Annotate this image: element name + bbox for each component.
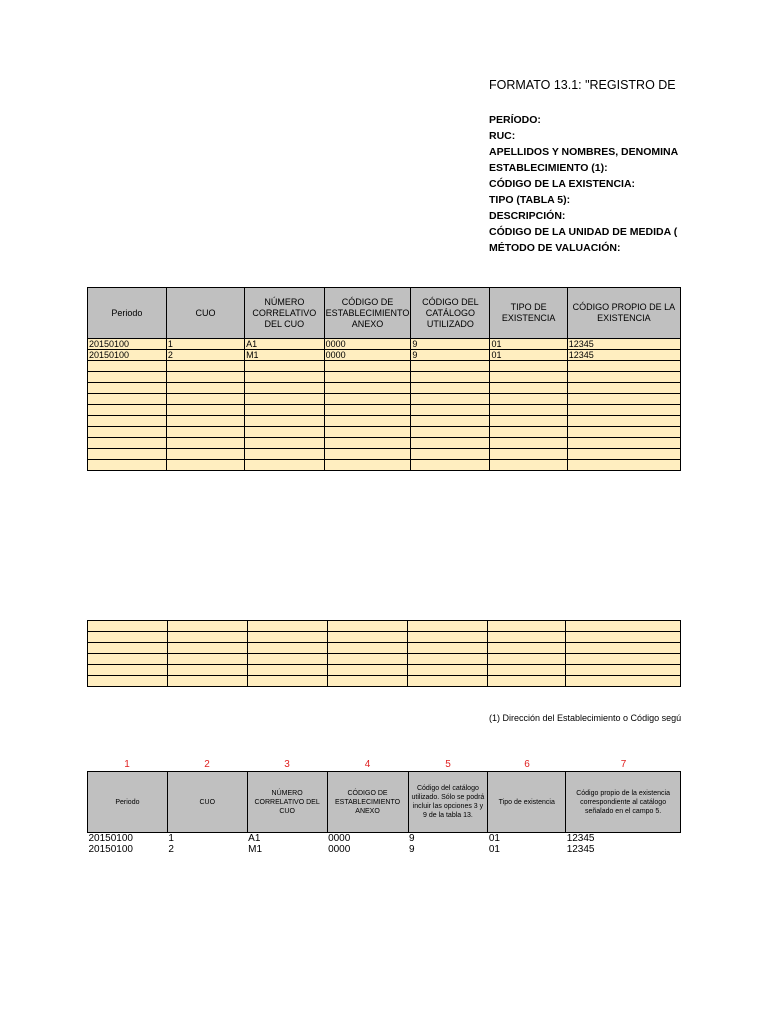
empty-row [88, 632, 681, 643]
header-field-ruc: RUC: [489, 130, 516, 142]
header-field-establishment: ESTABLECIMIENTO (1): [489, 162, 608, 174]
empty-cell[interactable] [167, 665, 247, 676]
header-field-item-code: CÓDIGO DE LA EXISTENCIA: [489, 178, 636, 190]
empty-cell[interactable] [327, 643, 408, 654]
empty-row [88, 416, 681, 427]
empty-cell[interactable] [88, 394, 167, 405]
table-cell[interactable]: 20150100 [88, 833, 133, 844]
table-cell[interactable]: 2 [166, 350, 244, 361]
empty-row [88, 676, 681, 687]
empty-cell[interactable] [567, 383, 680, 394]
empty-cell[interactable] [566, 654, 681, 665]
empty-cell[interactable] [245, 460, 325, 471]
empty-cell[interactable] [490, 438, 567, 449]
table-cell[interactable]: 9 [409, 844, 415, 855]
column-header-establishment: CÓDIGO DE ESTABLECIMIENTO ANEXO [324, 288, 411, 339]
empty-cell[interactable] [567, 460, 680, 471]
table-cell[interactable]: 9 [411, 350, 490, 361]
column-number: 7 [620, 759, 627, 770]
empty-cell[interactable] [490, 383, 567, 394]
column-header-type: TIPO DE EXISTENCIA [490, 288, 567, 339]
empty-cell[interactable] [88, 643, 168, 654]
empty-cell[interactable] [566, 676, 681, 687]
empty-cell[interactable] [490, 361, 567, 372]
empty-cell[interactable] [567, 427, 680, 438]
empty-row [88, 427, 681, 438]
column-number: 1 [124, 759, 130, 770]
empty-cell[interactable] [166, 449, 244, 460]
empty-cell[interactable] [490, 460, 567, 471]
table-cell[interactable]: 20150100 [88, 350, 167, 361]
column-header-item-code: Código propio de la existencia correspondiente al catálogo señalado en el campo 5. [566, 772, 681, 833]
empty-cell[interactable] [166, 427, 244, 438]
empty-cell[interactable] [488, 621, 566, 632]
table-cell[interactable]: 12345 [567, 339, 680, 350]
column-number: 3 [284, 759, 290, 770]
empty-cell[interactable] [566, 632, 681, 643]
empty-cell[interactable] [88, 632, 168, 643]
empty-cell[interactable] [411, 460, 490, 471]
inventory-table [87, 287, 681, 471]
empty-row [88, 361, 681, 372]
footnote: (1) Dirección del Establecimiento o Código segú [489, 713, 681, 723]
empty-cell[interactable] [88, 449, 167, 460]
empty-cell[interactable] [488, 665, 566, 676]
table-cell[interactable]: 20150100 [88, 844, 133, 855]
empty-cell[interactable] [411, 438, 490, 449]
table-cell[interactable]: 12345 [567, 350, 680, 361]
empty-cell[interactable] [488, 643, 566, 654]
empty-cell[interactable] [567, 405, 680, 416]
header-field-description: DESCRIPCIÓN: [489, 210, 566, 222]
empty-cell[interactable] [490, 394, 567, 405]
table-cell[interactable]: 01 [490, 350, 567, 361]
empty-cell[interactable] [408, 621, 488, 632]
blank-table [87, 620, 681, 687]
empty-cell[interactable] [327, 632, 408, 643]
empty-cell[interactable] [324, 383, 411, 394]
table-cell[interactable]: 01 [488, 844, 500, 855]
empty-cell[interactable] [327, 621, 408, 632]
table-cell[interactable]: 20150100 [88, 339, 167, 350]
empty-cell[interactable] [411, 405, 490, 416]
empty-cell[interactable] [245, 416, 325, 427]
empty-row [88, 460, 681, 471]
table-row [88, 350, 681, 361]
table-header-row [88, 288, 681, 339]
empty-cell[interactable] [245, 361, 325, 372]
empty-cell[interactable] [567, 449, 680, 460]
empty-cell[interactable] [324, 416, 411, 427]
empty-cell[interactable] [245, 449, 325, 460]
empty-cell[interactable] [166, 394, 244, 405]
table-cell[interactable]: 0000 [328, 844, 351, 855]
empty-cell[interactable] [167, 632, 247, 643]
empty-row [88, 383, 681, 394]
empty-cell[interactable] [566, 621, 681, 632]
empty-cell[interactable] [88, 621, 168, 632]
empty-cell[interactable] [488, 654, 566, 665]
empty-row [88, 438, 681, 449]
table-row [88, 339, 681, 350]
empty-cell[interactable] [411, 394, 490, 405]
empty-cell[interactable] [488, 676, 566, 687]
table-cell[interactable]: 0000 [328, 833, 351, 844]
empty-cell[interactable] [490, 427, 567, 438]
header-field-unit-code: CÓDIGO DE LA UNIDAD DE MEDIDA ( [489, 226, 678, 238]
empty-cell[interactable] [408, 676, 488, 687]
empty-cell[interactable] [247, 654, 327, 665]
column-header-correlative: NÚMERO CORRELATIVO DEL CUO [245, 288, 325, 339]
column-header-type: Tipo de existencia [488, 772, 566, 833]
empty-cell[interactable] [327, 665, 408, 676]
empty-cell[interactable] [408, 665, 488, 676]
empty-cell[interactable] [88, 405, 167, 416]
header-field-period: PERÍODO: [489, 114, 541, 126]
empty-cell[interactable] [88, 427, 167, 438]
column-number: 2 [204, 759, 210, 770]
empty-cell[interactable] [88, 460, 167, 471]
empty-cell[interactable] [567, 372, 680, 383]
empty-row [88, 654, 681, 665]
empty-cell[interactable] [88, 383, 167, 394]
empty-cell[interactable] [327, 676, 408, 687]
empty-cell[interactable] [324, 372, 411, 383]
empty-cell[interactable] [490, 416, 567, 427]
empty-cell[interactable] [88, 654, 168, 665]
table-cell[interactable]: 12345 [566, 844, 595, 855]
empty-cell[interactable] [166, 383, 244, 394]
empty-cell[interactable] [88, 438, 167, 449]
empty-cell[interactable] [166, 438, 244, 449]
column-header-catalog: CÓDIGO DEL CATÁLOGO UTILIZADO [411, 288, 490, 339]
empty-cell[interactable] [247, 632, 327, 643]
table-row [88, 844, 681, 855]
empty-cell[interactable] [166, 372, 244, 383]
empty-cell[interactable] [490, 372, 567, 383]
empty-cell[interactable] [245, 383, 325, 394]
empty-cell[interactable] [247, 643, 327, 654]
table-cell[interactable]: A1 [248, 833, 261, 844]
table-cell[interactable]: 9 [411, 339, 490, 350]
empty-cell[interactable] [88, 372, 167, 383]
empty-cell[interactable] [247, 665, 327, 676]
table-cell[interactable]: 2 [168, 844, 174, 855]
empty-cell[interactable] [411, 372, 490, 383]
column-header-catalog: Código del catálogo utilizado. Sólo se podrá incluir las opciones 3 y 9 de la tabla 13. [408, 772, 488, 833]
empty-row [88, 372, 681, 383]
column-number: 5 [445, 759, 451, 770]
table-header-row [88, 772, 681, 833]
empty-cell[interactable] [411, 383, 490, 394]
empty-cell[interactable] [88, 676, 168, 687]
empty-cell[interactable] [490, 449, 567, 460]
empty-cell[interactable] [324, 405, 411, 416]
empty-cell[interactable] [490, 405, 567, 416]
empty-cell[interactable] [567, 361, 680, 372]
empty-cell[interactable] [324, 460, 411, 471]
table-cell[interactable]: 0000 [324, 339, 411, 350]
empty-cell[interactable] [166, 416, 244, 427]
empty-cell[interactable] [166, 460, 244, 471]
column-number: 4 [364, 759, 371, 770]
empty-cell[interactable] [324, 394, 411, 405]
column-header-correlative: NÚMERO CORRELATIVO DEL CUO [247, 772, 327, 833]
empty-cell[interactable] [567, 438, 680, 449]
table-cell[interactable]: 1 [168, 833, 174, 844]
empty-cell[interactable] [245, 427, 325, 438]
empty-cell[interactable] [408, 632, 488, 643]
table-cell[interactable]: 12345 [566, 833, 595, 844]
empty-cell[interactable] [88, 416, 167, 427]
empty-cell[interactable] [411, 416, 490, 427]
empty-cell[interactable] [411, 449, 490, 460]
empty-row [88, 394, 681, 405]
empty-row [88, 665, 681, 676]
header-field-type: TIPO (TABLA 5): [489, 194, 571, 206]
column-header-item-code: CÓDIGO PROPIO DE LA EXISTENCIA [567, 288, 680, 339]
empty-cell[interactable] [245, 372, 325, 383]
empty-cell[interactable] [408, 654, 488, 665]
empty-cell[interactable] [245, 394, 325, 405]
empty-cell[interactable] [324, 449, 411, 460]
header-fields [489, 112, 681, 256]
empty-cell[interactable] [167, 676, 247, 687]
empty-cell[interactable] [245, 405, 325, 416]
table-cell[interactable]: M1 [245, 350, 325, 361]
empty-cell[interactable] [408, 643, 488, 654]
empty-cell[interactable] [167, 621, 247, 632]
empty-cell[interactable] [245, 438, 325, 449]
empty-cell[interactable] [166, 405, 244, 416]
table-cell[interactable]: A1 [245, 339, 325, 350]
empty-cell[interactable] [488, 632, 566, 643]
column-header-period: Periodo [88, 288, 167, 339]
column-header-cuo: CUO [167, 772, 247, 833]
table-cell[interactable]: 0000 [324, 350, 411, 361]
table-cell[interactable]: 01 [490, 339, 567, 350]
table-cell[interactable]: 1 [166, 339, 244, 350]
empty-cell[interactable] [88, 361, 167, 372]
table-row [88, 833, 681, 845]
empty-cell[interactable] [88, 665, 168, 676]
empty-cell[interactable] [566, 665, 681, 676]
header-field-name: APELLIDOS Y NOMBRES, DENOMINA [489, 146, 679, 158]
empty-cell[interactable] [324, 427, 411, 438]
empty-row [88, 405, 681, 416]
table-cell[interactable]: M1 [248, 844, 263, 855]
empty-cell[interactable] [567, 416, 680, 427]
format-title: FORMATO 13.1: "REGISTRO DE [489, 78, 676, 92]
empty-cell[interactable] [566, 643, 681, 654]
column-header-cuo: CUO [166, 288, 244, 339]
empty-cell[interactable] [324, 361, 411, 372]
empty-cell[interactable] [247, 621, 327, 632]
example-table [87, 771, 681, 855]
table-cell[interactable]: 01 [488, 833, 500, 844]
column-header-establishment: CÓDIGO DE ESTABLECIMIENTO ANEXO [327, 772, 408, 833]
empty-row [88, 643, 681, 654]
empty-cell[interactable] [324, 438, 411, 449]
empty-row [88, 449, 681, 460]
table-cell[interactable]: 9 [409, 833, 415, 844]
empty-cell[interactable] [567, 394, 680, 405]
column-numbers [87, 759, 681, 770]
empty-cell[interactable] [411, 361, 490, 372]
column-header-period: Periodo [88, 772, 168, 833]
empty-cell[interactable] [167, 643, 247, 654]
empty-cell[interactable] [166, 361, 244, 372]
column-number: 6 [524, 759, 530, 770]
header-field-valuation-method: MÉTODO DE VALUACIÓN: [489, 242, 621, 254]
empty-cell[interactable] [327, 654, 408, 665]
empty-cell[interactable] [411, 427, 490, 438]
empty-cell[interactable] [167, 654, 247, 665]
empty-row [88, 621, 681, 632]
empty-cell[interactable] [247, 676, 327, 687]
